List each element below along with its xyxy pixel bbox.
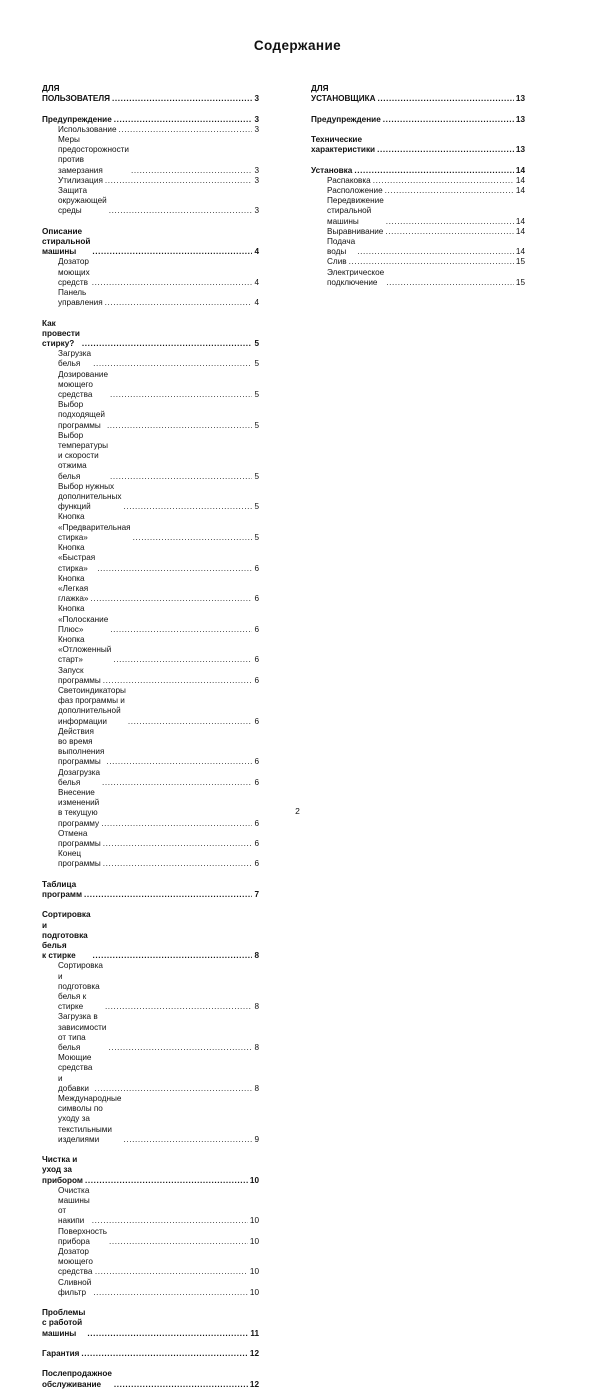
toc-page-number: 6: [254, 777, 259, 787]
toc-section: [42, 227, 259, 309]
toc-section: [42, 910, 259, 1145]
toc-page-number: 10: [249, 1175, 259, 1185]
dot-leader: [383, 115, 514, 125]
toc-entry-title: Подача воды: [327, 237, 356, 257]
toc-item: [42, 288, 259, 308]
toc-item: [42, 186, 259, 217]
toc-page-number: 6: [254, 563, 259, 573]
toc-entry-title: Кнопка «Легкая глажка»: [58, 573, 89, 604]
toc-entry-title: Кнопка «Предварительная стирка»: [58, 512, 131, 542]
toc-item: [42, 1247, 259, 1278]
toc-heading: [42, 1155, 259, 1186]
toc-page-number: 10: [249, 1236, 259, 1246]
toc-heading: [311, 115, 525, 125]
toc-page-number: 14: [515, 185, 525, 195]
toc-entry-title: Панель управления: [58, 288, 103, 308]
toc-page-number: 10: [249, 1267, 259, 1277]
toc-page-number: 3: [254, 124, 259, 134]
dot-leader: [378, 94, 514, 104]
toc-entry-title: Международные символы по уходу за текстильными изделиями: [58, 1094, 122, 1144]
toc-item: [42, 482, 259, 513]
toc-page-number: 11: [250, 1328, 259, 1338]
toc-item: [42, 604, 259, 635]
toc-entry-title: Гарантия: [42, 1349, 80, 1359]
toc-item: [42, 349, 259, 369]
toc-entry-title: Послепродажное обслуживание: [42, 1369, 112, 1389]
toc-item: [42, 125, 259, 135]
toc-entry-title: Кнопка «Полоскание Плюс»: [58, 604, 109, 634]
toc-section: [42, 1349, 259, 1359]
toc-heading: [42, 84, 259, 104]
toc-item: [42, 512, 259, 543]
dot-leader: [84, 890, 252, 900]
toc-page-number: 14: [515, 175, 525, 185]
page-number: 2: [295, 806, 300, 816]
toc-page-number: 5: [254, 420, 259, 430]
toc-entry-title: Сливной фильтр: [58, 1277, 92, 1297]
toc-page-number: 3: [254, 206, 259, 216]
dot-leader: [123, 1135, 252, 1145]
dot-leader: [103, 859, 253, 869]
dot-leader: [112, 94, 252, 104]
toc-page-number: 6: [254, 818, 259, 828]
toc-page-number: 5: [254, 359, 259, 369]
toc-entry-title: Внесение изменений в текущую программу: [58, 787, 100, 828]
toc-entry-title: Кнопка «Отложенный старт»: [58, 634, 112, 665]
dot-leader: [92, 278, 253, 288]
dot-leader: [102, 778, 252, 788]
toc-entry-title: Дозирование моющего средства: [58, 369, 108, 400]
toc-page-number: 3: [254, 175, 259, 185]
toc-page-number: 15: [515, 257, 525, 267]
toc-entry-title: Светоиндикаторы фаз программы и дополнительной информации: [58, 685, 126, 726]
toc-entry-title: Отмена программы: [58, 828, 101, 848]
toc-page-number: 5: [254, 390, 259, 400]
toc-entry-title: Загрузка в зависимости от типа белья: [58, 1012, 107, 1053]
dot-leader: [97, 564, 252, 574]
dot-leader: [110, 625, 252, 635]
toc-page-number: 10: [249, 1216, 259, 1226]
toc-entry-title: Выбор нужных дополнительных функций: [58, 481, 122, 512]
dot-leader: [114, 1380, 248, 1390]
page-title: Содержание: [253, 38, 342, 53]
toc-section: [42, 319, 259, 870]
toc-entry-title: Расположение: [327, 185, 383, 195]
dot-leader: [103, 839, 253, 849]
toc-heading: [311, 135, 525, 155]
toc-item: [42, 1227, 259, 1247]
toc-item: [42, 849, 259, 869]
toc-page-number: 5: [254, 532, 259, 542]
toc-section: [311, 166, 525, 288]
toc-section: [311, 115, 525, 125]
dot-leader: [385, 186, 514, 196]
toc-entry-title: Установка: [311, 165, 353, 175]
toc-page-number: 14: [515, 247, 525, 257]
toc-entry-title: Предупреждение: [42, 114, 112, 124]
dot-leader: [119, 125, 253, 135]
toc-page-number: 6: [254, 675, 259, 685]
dot-leader: [110, 390, 252, 400]
toc-item: [42, 686, 259, 727]
toc-entry-title: ДЛЯ УСТАНОВЩИКА: [311, 84, 376, 104]
toc-section: [42, 880, 259, 900]
toc-heading: [42, 319, 259, 350]
toc-item: [42, 257, 259, 288]
toc-page-number: 8: [254, 1083, 259, 1093]
toc-page-number: 5: [254, 339, 259, 349]
dot-leader: [87, 1329, 248, 1339]
toc-page-number: 7: [254, 889, 259, 899]
toc-entry-title: ДЛЯ ПОЛЬЗОВАТЕЛЯ: [42, 84, 110, 104]
toc-page-number: 15: [515, 277, 525, 287]
toc-entry-title: Сортировка и подготовка белья к стирке: [42, 910, 91, 961]
dot-leader: [92, 247, 252, 257]
toc-entry-title: Проблемы с работой машины: [42, 1308, 86, 1338]
toc-section: [42, 1308, 259, 1339]
toc-page-number: 6: [254, 655, 259, 665]
toc-section: [42, 1155, 259, 1298]
toc-item: [311, 237, 525, 257]
dot-leader: [105, 176, 253, 186]
toc-heading: [42, 115, 259, 125]
toc-page-number: 14: [515, 226, 525, 236]
dot-leader: [354, 166, 514, 176]
toc-entry-title: Меры предосторожности против замерзания: [58, 135, 129, 175]
toc-heading: [42, 1349, 259, 1359]
toc-item: [42, 961, 259, 1012]
dot-leader: [85, 1176, 248, 1186]
toc-page-number: 9: [254, 1134, 259, 1144]
toc-entry-title: Выравнивание: [327, 226, 384, 236]
toc-item: [311, 227, 525, 237]
dot-leader: [349, 257, 514, 267]
toc-entry-title: Моющие средства и добавки: [58, 1053, 93, 1093]
toc-page-number: 14: [515, 216, 525, 226]
dot-leader: [109, 1237, 248, 1247]
toc-heading: [42, 1308, 259, 1339]
toc-entry-title: Поверхность прибора: [58, 1226, 107, 1246]
toc-item: [311, 176, 525, 186]
dot-leader: [94, 1084, 252, 1094]
toc-entry-title: Описание стиральной машины: [42, 226, 91, 257]
dot-leader: [105, 1002, 253, 1012]
toc-page-number: 13: [515, 145, 525, 155]
toc-item: [42, 543, 259, 574]
toc-page-number: 12: [249, 1349, 259, 1359]
toc-heading: [42, 880, 259, 900]
toc-page-number: 13: [515, 114, 525, 124]
toc-item: [42, 431, 259, 482]
toc-section: [42, 115, 259, 217]
dot-leader: [128, 717, 253, 727]
dot-leader: [133, 533, 253, 543]
toc-entry-title: Дозагрузка белья: [58, 767, 101, 787]
dot-leader: [81, 1349, 247, 1359]
toc-page-number: 8: [254, 951, 259, 961]
dot-leader: [101, 819, 252, 829]
dot-leader: [92, 1216, 248, 1226]
toc-item: [42, 176, 259, 186]
dot-leader: [95, 1267, 248, 1277]
toc-page-number: 5: [254, 502, 259, 512]
toc-entry-title: Очистка машины от накипи: [58, 1185, 90, 1226]
toc-page-number: 6: [254, 716, 259, 726]
toc-heading: [311, 84, 525, 104]
toc-page-number: 3: [254, 165, 259, 175]
toc-entry-title: Передвижение стиральной машины: [327, 196, 384, 226]
dot-leader: [106, 757, 252, 767]
dot-leader: [386, 217, 514, 227]
toc-item: [42, 829, 259, 849]
dot-leader: [90, 594, 252, 604]
dot-leader: [385, 227, 514, 237]
toc-section: [311, 135, 525, 155]
dot-leader: [103, 676, 253, 686]
dot-leader: [377, 145, 514, 155]
toc-item: [42, 1278, 259, 1298]
toc-page-number: 4: [254, 247, 259, 257]
toc-entry-title: Выбор температуры и скорости отжима белья: [58, 430, 109, 481]
toc-item: [311, 257, 525, 267]
dot-leader: [109, 206, 253, 216]
toc-column-left: [42, 84, 259, 1400]
toc-page-number: 4: [254, 277, 259, 287]
toc-entry-title: Действия во время выполнения программы: [58, 726, 105, 767]
toc-heading: [311, 166, 525, 176]
toc-item: [311, 196, 525, 227]
dot-leader: [82, 339, 253, 349]
toc-entry-title: Дозатор моющих средств: [58, 257, 90, 287]
toc-entry-title: Предупреждение: [311, 114, 381, 124]
toc-item: [42, 1186, 259, 1227]
toc-page-number: 6: [254, 859, 259, 869]
dot-leader: [110, 472, 252, 482]
toc-item: [42, 727, 259, 768]
toc-heading: [42, 910, 259, 961]
dot-leader: [357, 247, 514, 257]
toc-entry-title: Электрическое подключение: [327, 267, 385, 287]
toc-heading: [42, 227, 259, 258]
toc-entry-title: Таблица программ: [42, 879, 83, 899]
dot-leader: [93, 951, 253, 961]
toc-item: [42, 635, 259, 666]
toc-item: [42, 370, 259, 401]
dot-leader: [114, 115, 253, 125]
toc-item: [42, 574, 259, 605]
toc-page-number: 12: [249, 1379, 259, 1389]
toc-entry-title: Чистка и уход за прибором: [42, 1155, 83, 1185]
toc-entry-title: Запуск программы: [58, 665, 101, 685]
dot-leader: [107, 421, 253, 431]
toc-page-number: 13: [515, 94, 525, 104]
toc-entry-title: Кнопка «Быстрая стирка»: [58, 543, 96, 573]
dot-leader: [386, 278, 514, 288]
dot-leader: [123, 502, 252, 512]
toc-page-number: 5: [254, 471, 259, 481]
toc-item: [42, 768, 259, 788]
toc-entry-title: Выбор подходящей программы: [58, 400, 105, 430]
toc-item: [42, 1094, 259, 1145]
toc-page-number: 8: [254, 1002, 259, 1012]
toc-page-number: 3: [254, 94, 259, 104]
toc-entry-title: Распаковка: [327, 175, 371, 185]
toc-page-number: 10: [249, 1287, 259, 1297]
toc-item: [42, 400, 259, 431]
dot-leader: [93, 359, 252, 369]
toc-entry-title: Защита окружающей среды: [58, 186, 107, 216]
toc-entry-title: Технические характеристики: [311, 134, 376, 155]
toc-entry-title: Использование: [58, 124, 117, 134]
toc-section: [42, 84, 259, 104]
toc-entry-title: Загрузка белья: [58, 349, 92, 369]
toc-item: [42, 1012, 259, 1053]
toc-entry-title: Сортировка и подготовка белья к стирке: [58, 961, 103, 1012]
toc-section: [311, 84, 525, 104]
toc-item: [311, 268, 525, 288]
toc-page-number: 6: [254, 624, 259, 634]
toc-page-number: 6: [254, 838, 259, 848]
dot-leader: [131, 166, 252, 176]
toc-page-number: 3: [254, 114, 259, 124]
dot-leader: [373, 176, 514, 186]
toc-page-number: 6: [254, 757, 259, 767]
toc-section: [42, 1369, 259, 1389]
toc-entry-title: Слив: [327, 257, 347, 267]
dot-leader: [105, 298, 253, 308]
toc-entry-title: Утилизация: [58, 175, 103, 185]
toc-item: [42, 135, 259, 176]
dot-leader: [93, 1288, 248, 1298]
toc-item: [311, 186, 525, 196]
toc-item: [42, 666, 259, 686]
toc-entry-title: Дозатор моющего средства: [58, 1247, 93, 1277]
toc-entry-title: Как провести стирку?: [42, 318, 80, 349]
toc-entry-title: Конец программы: [58, 849, 101, 869]
toc-page-number: 14: [515, 165, 525, 175]
dot-leader: [113, 655, 252, 665]
dot-leader: [109, 1043, 253, 1053]
toc-item: [42, 1053, 259, 1094]
toc-column-right: [311, 84, 525, 298]
toc-page-number: 6: [254, 594, 259, 604]
toc-page-number: 8: [254, 1043, 259, 1053]
toc-page-number: 4: [254, 298, 259, 308]
toc-heading: [42, 1369, 259, 1389]
